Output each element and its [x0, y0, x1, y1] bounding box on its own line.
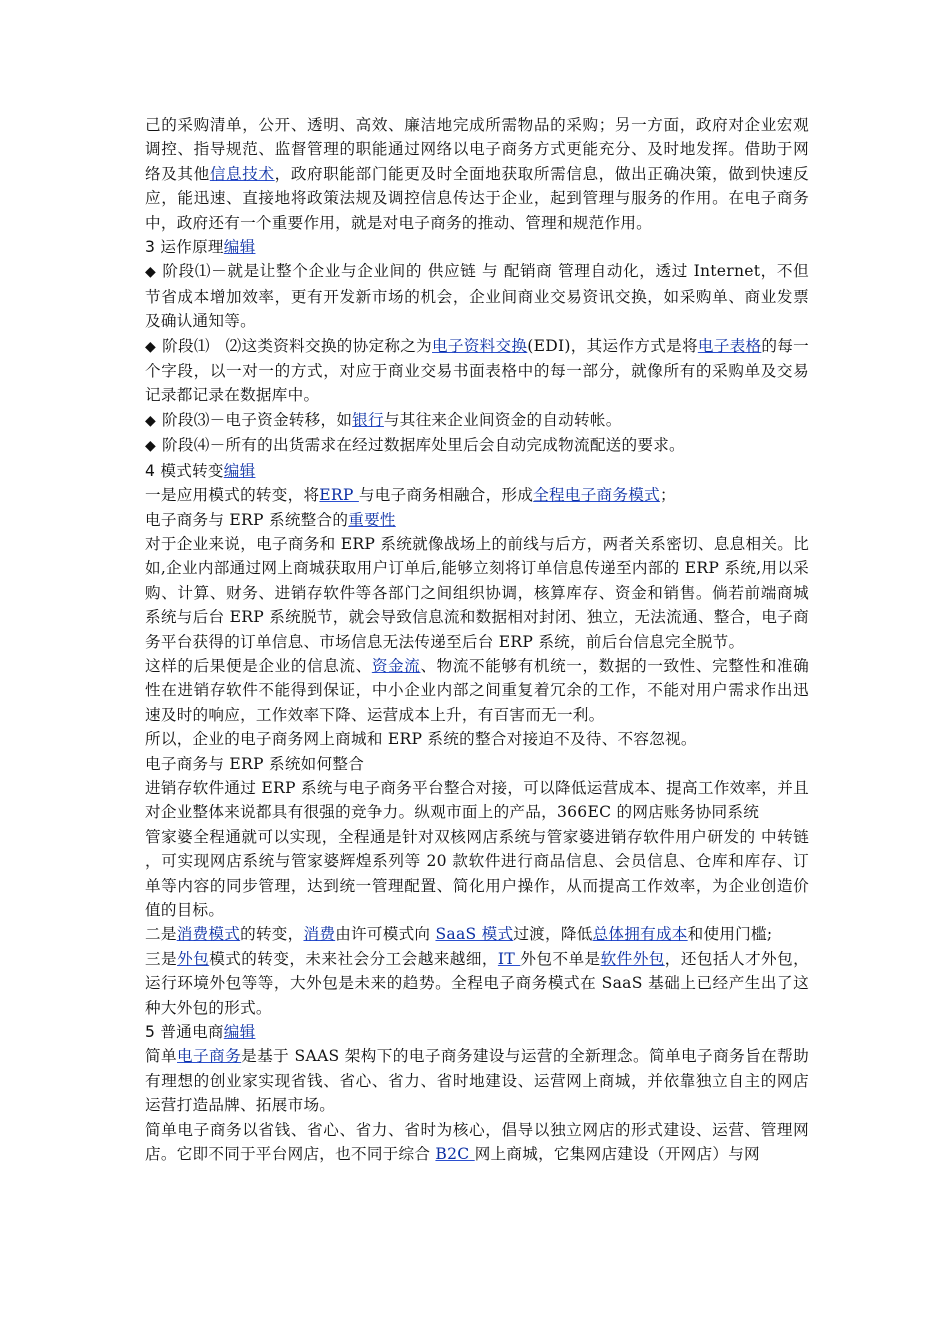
edit-link-section-4[interactable]: 编辑: [223, 461, 256, 480]
link-edi[interactable]: 电子资料交换: [432, 336, 528, 355]
link-spreadsheet[interactable]: 电子表格: [697, 336, 762, 355]
paragraph-government-role: 己的采购清单，公开、透明、高效、廉洁地完成所需物品的采购；另一方面，政府对企业宏观调控、指导规范、监督管理的职能通过网络以电子商务方式更能充分、及时地发挥。借助于网络及其他信息技术，政府职能部门能更及时全面地获取所需信息，做出正确决策，做到快速反应，能迅速、直接地将政策法规及调控信息传达于企业，起到管理与服务的作用。在电子商务中，政府还有一个重要作用，就是对电子商务的推动、管理和规范作用。: [145, 116, 809, 232]
document-body: [145, 113, 809, 1166]
link-ecommerce[interactable]: 电子商务: [177, 1047, 242, 1066]
bullet-stage-2: ◆ 阶段⑴ ⑵这类资料交换的协定称之为电子资料交换(EDI)，其运作方式是将电子表格的每一个字段，以一对一的方式，对应于商业交易书面表格中的每一部分，就像所有的采购单及交易记录都记录在数据库中。: [145, 336, 809, 405]
link-saas-mode[interactable]: SaaS 模式: [435, 925, 514, 944]
link-it[interactable]: IT: [497, 949, 521, 968]
paragraph-guanjiapo: 管家婆全程通就可以实现，全程通是针对双核网店系统与管家婆进销存软件用户研发的 中转链 ，可实现网店系统与管家婆辉煌系列等 20 款软件进行商品信息、会员信息、仓库和库存、订单等内容的同步管理，达到统一管理配置、简化用户操作，从而提高工作效率，为企业创造价值的目标。: [145, 827, 809, 919]
bullet-stage-4: ◆ 阶段⑷－所有的出货需求在经过数据库处里后会自动完成物流配送的要求。: [145, 436, 685, 455]
link-consumption[interactable]: 消费: [303, 925, 336, 944]
link-consumption-mode[interactable]: 消费模式: [176, 925, 241, 944]
section-heading-5: [145, 1020, 809, 1044]
link-full-ecommerce-mode[interactable]: 全程电子商务模式: [533, 486, 660, 505]
paragraph-simple-ecommerce: 简单电子商务是基于 SAAS 架构下的电子商务建设与运营的全新理念。简单电子商务旨在帮助有理想的创业家实现省钱、省心、省力、省时地建设、运营网上商城，并依靠独立自主的网店运营打造品牌、拓展市场。: [145, 1047, 809, 1115]
link-capital-flow[interactable]: 资金流: [371, 656, 421, 675]
link-erp[interactable]: ERP: [319, 486, 359, 505]
link-b2c[interactable]: B2C: [435, 1145, 475, 1164]
diamond-bullet-icon: ◆: [145, 438, 157, 455]
link-importance[interactable]: 重要性: [348, 510, 396, 529]
paragraph-mode-2: 二是消费模式的转变，消费由许可模式向 SaaS 模式过渡，降低总体拥有成本和使用门槛;: [145, 925, 773, 944]
link-tco[interactable]: 总体拥有成本: [592, 925, 688, 944]
section-heading-4: [145, 459, 809, 483]
diamond-bullet-icon: ◆: [145, 338, 157, 355]
paragraph-integration-benefits: 进销存软件通过 ERP 系统与电子商务平台整合对接，可以降低运营成本、提高工作效率，并且对企业整体来说都具有很强的竞争力。纵观市面上的产品，366EC 的网店账务协同系统: [145, 778, 809, 822]
subheading-how-to-integrate: 电子商务与 ERP 系统如何整合: [145, 754, 365, 773]
paragraph-integration-urgent: 所以，企业的电子商务网上商城和 ERP 系统的整合对接迫不及待、不容忽视。: [145, 730, 697, 749]
edit-link-section-5[interactable]: 编辑: [223, 1023, 256, 1042]
section-title: 4 模式转变: [145, 461, 224, 480]
paragraph-mode-1: 一是应用模式的转变，将ERP 与电子商务相融合，形成全程电子商务模式；: [145, 486, 676, 505]
link-software-outsourcing[interactable]: 软件外包: [600, 949, 665, 968]
paragraph-erp-relationship: 对于企业来说，电子商务和 ERP 系统就像战场上的前线与后方，两者关系密切、息息相关。比如,企业内部通过网上商城获取用户订单后,能够立刻将订单信息传递至内部的 ERP 系统,用以采购、计算、财务、进销存软件等各部门之间组织协调，核算库存、资金和销售。倘若前端商城系统与后台 ERP 系统脱节，就会导致信息流和数据相对封闭、独立，无法流通、整合，电子商务平台获得的订单信息、市场信息无法传递至后台 ERP 系统，前后台信息完全脱节。: [145, 534, 809, 651]
edit-link-section-3[interactable]: 编辑: [223, 238, 256, 257]
paragraph-mode-3: 三是外包模式的转变，未来社会分工会越来越细，IT 外包不单是软件外包，还包括人才外包，运行环境外包等等，大外包是未来的趋势。全程电子商务模式在 SaaS 基础上已经产生出了这种大外包的形式。: [145, 949, 809, 1017]
diamond-bullet-icon: ◆: [145, 412, 157, 429]
bullet-stage-1: ◆ 阶段⑴－就是让整个企业与企业间的 供应链 与 配销商 管理自动化，透过 Internet，不但节省成本增加效率，更有开发新市场的机会，企业间商业交易资讯交换，如采购单、商业发票及确认通知等。: [145, 262, 809, 331]
diamond-bullet-icon: ◆: [145, 264, 157, 281]
section-title: 5 普通电商: [145, 1023, 224, 1042]
section-heading-3: [145, 235, 809, 259]
bullet-stage-3: ◆ 阶段⑶－电子资金转移，如银行与其往来企业间资金的自动转帐。: [145, 410, 622, 429]
paragraph-consequences: 这样的后果便是企业的信息流、资金流、物流不能够有机统一，数据的一致性、完整性和准确性在进销存软件不能得到保证，中小企业内部之间重复着冗余的工作，不能对用户需求作出迅速及时的响应，工作效率下降、运营成本上升，有百害而无一利。: [145, 656, 809, 724]
link-bank[interactable]: 银行: [352, 410, 384, 429]
link-information-technology[interactable]: 信息技术: [209, 164, 275, 183]
subheading-importance: 电子商务与 ERP 系统整合的重要性: [145, 510, 396, 529]
link-outsourcing[interactable]: 外包: [177, 949, 210, 968]
section-title: 3 运作原理: [145, 238, 224, 257]
paragraph-simple-ecommerce-core: 简单电子商务以省钱、省心、省力、省时为核心，倡导以独立网店的形式建设、运营、管理网店。它即不同于平台网店，也不同于综合 B2C 网上商城，它集网店建设（开网店）与网: [145, 1120, 809, 1164]
